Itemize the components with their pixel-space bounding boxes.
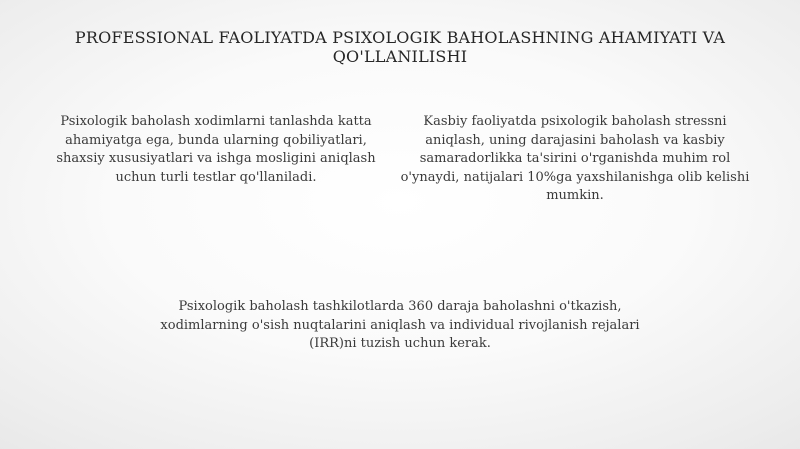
- paragraph-employee-selection: Psixologik baholash xodimlarni tanlashda katta ahamiyatga ega, bunda ularning qobiliyatlari, shaxsiy xususiyatlari va ishga mosligini aniqlash uchun turli testlar qo'llaniladi.: [56, 114, 376, 185]
- paragraph-360-evaluation: Psixologik baholash tashkilotlarda 360 daraja baholashni o'tkazish, xodimlarning o'sish nuqtalarini aniqlash va individual rivojlanish rejalari (IRR)ni tuzish uchun kerak.: [160, 299, 640, 351]
- paragraph-stress-assessment: Kasbiy faoliyatda psixologik baholash stressni aniqlash, uning darajasini baholash va kasbiy samaradorlikka ta'sirini o'rganishda muhim rol o'ynaydi, natijalari 10%ga yaxshilanishga olib kelishi mumkin.: [400, 114, 750, 203]
- slide-title: PROFESSIONAL FAOLIYATDA PSIXOLOGIK BAHOLASHNING AHAMIYATI VA QO'LLANILISHI: [74, 28, 726, 66]
